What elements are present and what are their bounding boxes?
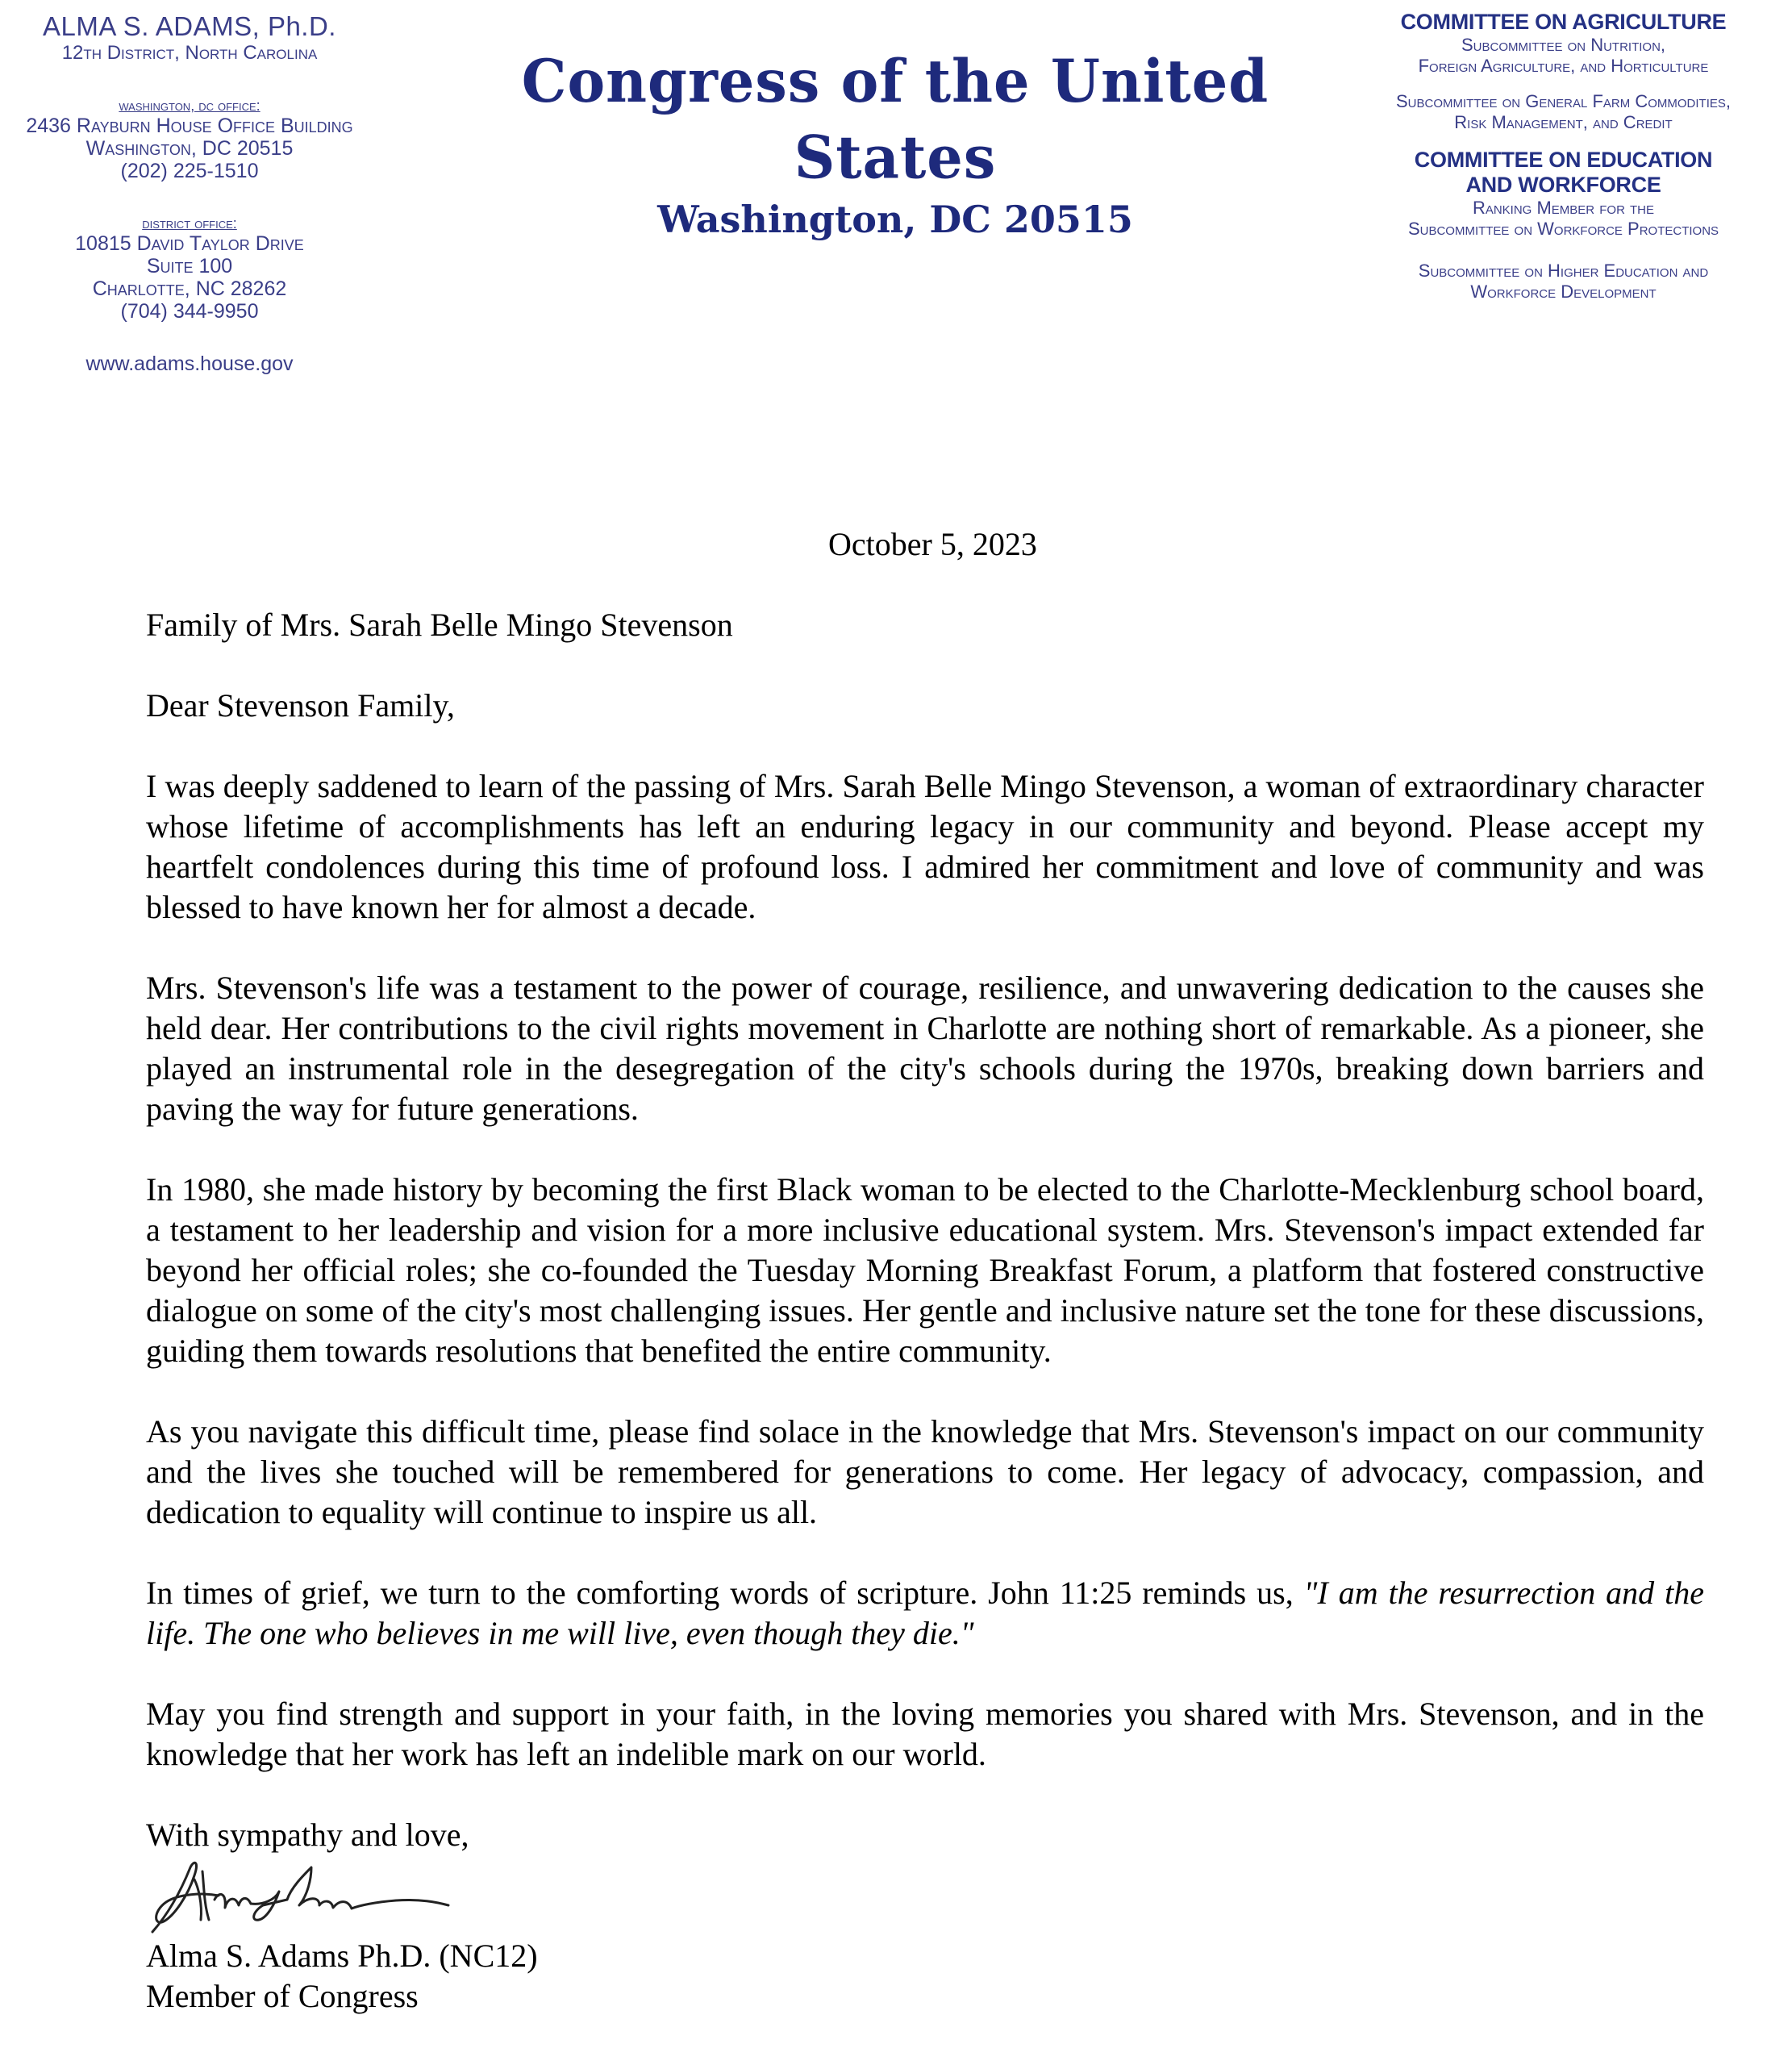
subcommittee-line: Subcommittee on General Farm Commodities,	[1395, 91, 1732, 111]
committee-heading: COMMITTEE ON EDUCATION	[1414, 148, 1713, 172]
district-office-address-line: 10815 David Taylor Drive	[75, 232, 304, 255]
letterhead-left	[0, 11, 379, 376]
subcommittee-line: Ranking Member for the	[1472, 198, 1655, 218]
district-office-phone: (704) 344-9950	[120, 300, 259, 323]
district-office-address-line: Charlotte, NC 28262	[92, 277, 287, 300]
subcommittee-line: Foreign Agriculture, and Horticulture	[1418, 56, 1709, 76]
dc-office-label: washington, dc office:	[119, 98, 260, 114]
district-office-label: district office:	[142, 215, 237, 232]
dc-office-phone: (202) 225-1510	[120, 160, 259, 182]
signer-name: Alma S. Adams Ph.D. (NC12)	[146, 1938, 538, 1974]
closing-line: With sympathy and love,	[146, 1817, 469, 1853]
district-office-address-line: Suite 100	[146, 255, 233, 277]
scripture-intro: In times of grief, we turn to the comforting words of scripture. John 11:25 reminds us,	[146, 1575, 1304, 1611]
masthead	[452, 47, 1339, 244]
scripture-quote: "I am the resurrection and the life. The one who believes in me will live, even though they die."	[146, 1575, 1704, 1651]
subcommittee-line: Subcommittee on Nutrition,	[1461, 35, 1666, 55]
paragraph: I was deeply saddened to learn of the passing of Mrs. Sarah Belle Mingo Stevenson, a woman of extraordinary character whose lifetime of accomplishments has left an enduring legacy in our community and beyond. Please accept my heartfelt condolences during this time of profound loss. I admired her commitment and love of community and was blessed to have known her for almost a decade.	[146, 768, 1704, 925]
letter-body	[146, 524, 1704, 2017]
member-name: ALMA S. ADAMS, Ph.D.	[43, 11, 336, 41]
subcommittee-line: Risk Management, and Credit	[1454, 112, 1673, 132]
recipient-line: Family of Mrs. Sarah Belle Mingo Stevenson	[146, 607, 733, 643]
committee-heading: AND WORKFORCE	[1465, 173, 1661, 197]
masthead-title: Congress of the United States	[521, 45, 1269, 193]
paragraph: As you navigate this difficult time, please find solace in the knowledge that Mrs. Stevenson's impact on our community and the lives she touched will be remembered for generations to come. Her legacy of advocacy, compassion, and dedication to equality will continue to inspire us all.	[146, 1413, 1704, 1530]
paragraph: In 1980, she made history by becoming the first Black woman to be elected to the Charlotte-Mecklenburg school board, a testament to her leadership and vision for a more inclusive educational system. Mrs. Stevenson's impact extended far beyond her official roles; she co-founded the Tuesday Morning Breakfast Forum, a platform that fostered constructive dialogue on some of the city's most challenging issues. Her gentle and inclusive nature set the tone for these discussions, guiding them towards resolutions that benefited the entire community.	[146, 1171, 1704, 1369]
letter-date: October 5, 2023	[828, 526, 1037, 562]
masthead-subtitle: Washington, DC 20515	[657, 198, 1133, 241]
paragraph: May you find strength and support in your faith, in the loving memories you shared with Mrs. Stevenson, and in the knowledge that her work has left an indelible mark on our world.	[146, 1696, 1704, 1772]
dc-office-address-line: 2436 Rayburn House Office Building	[26, 115, 353, 137]
subcommittee-line: Workforce Development	[1470, 282, 1657, 302]
signature	[146, 1855, 1704, 1936]
subcommittee-line: Subcommittee on Higher Education and	[1418, 261, 1709, 281]
member-district: 12th District, North Carolina	[61, 42, 318, 64]
dc-office-address-line: Washington, DC 20515	[85, 137, 294, 160]
paragraph: Mrs. Stevenson's life was a testament to the power of courage, resilience, and unwavering dedication to the causes she held dear. Her contributions to the civil rights movement in Charlotte are nothing short of remarkable. As a pioneer, she played an instrumental role in the desegregation of the city's schools during the 1970s, breaking down barriers and paving the way for future generations.	[146, 970, 1704, 1127]
letterhead-right	[1335, 10, 1792, 302]
signer-title: Member of Congress	[146, 1978, 419, 2014]
salutation: Dear Stevenson Family,	[146, 687, 455, 724]
website-link[interactable]: www.adams.house.gov	[85, 353, 294, 375]
subcommittee-line: Subcommittee on Workforce Protections	[1407, 219, 1719, 239]
handwritten-signature-icon	[146, 1855, 501, 1936]
committee-heading: COMMITTEE ON AGRICULTURE	[1400, 10, 1727, 34]
scripture-paragraph	[146, 1573, 1704, 1654]
